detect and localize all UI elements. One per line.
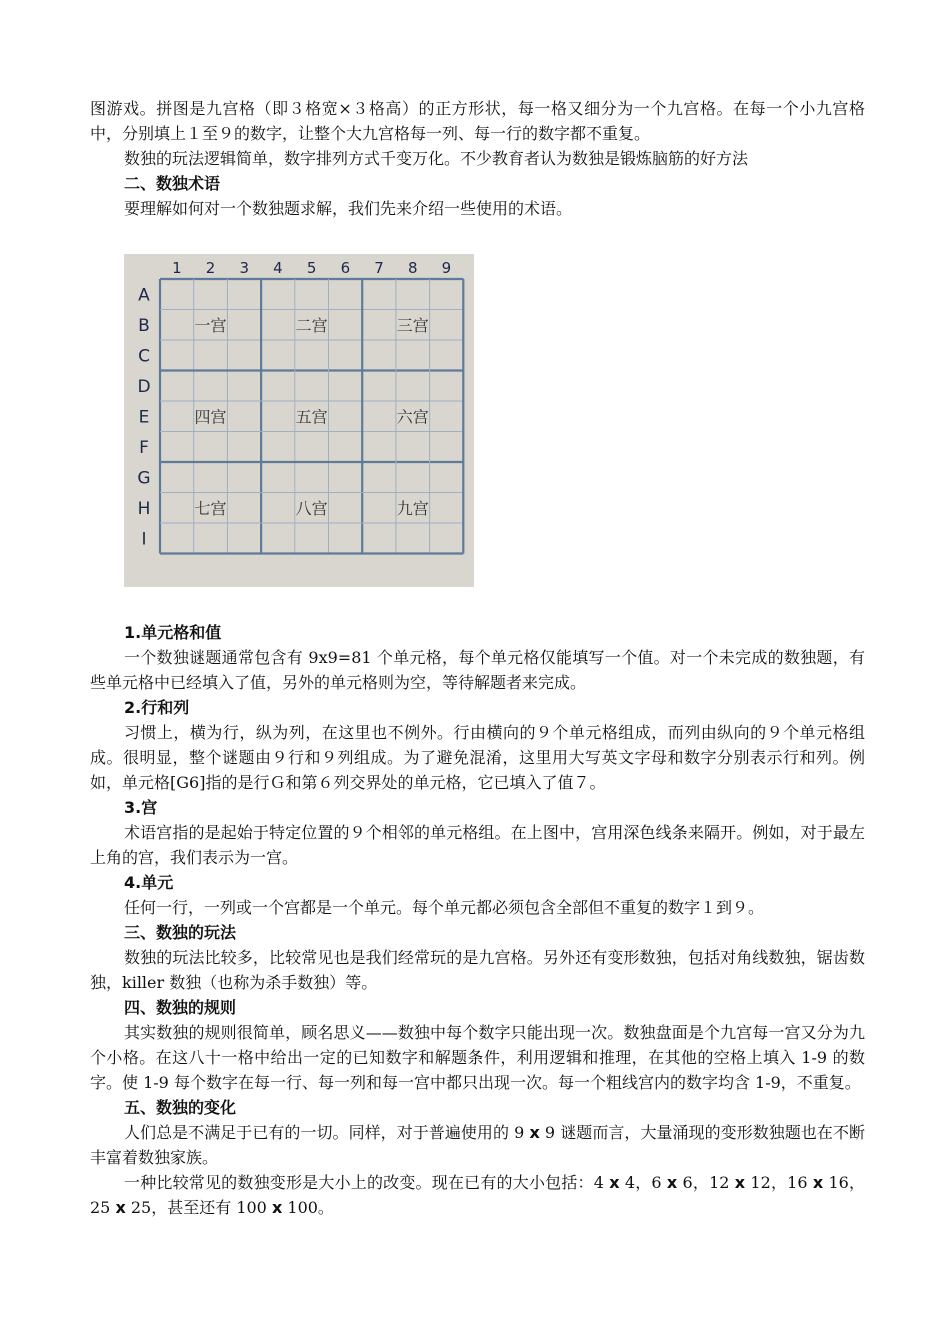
- times-symbol: x: [609, 1173, 620, 1192]
- row-label: A: [138, 285, 150, 306]
- box-label: 七宫: [194, 498, 227, 518]
- row-label: I: [141, 529, 147, 550]
- section-2-heading: 二、数独术语: [124, 174, 221, 193]
- term-text: 术语宫指的是起始于特定位置的９个相邻的单元格组。在上图中，宫用深色线条来隔开。例如，对于最左上角的宫，我们表示为一宫。: [90, 823, 865, 867]
- size-item: 4: [593, 1173, 604, 1192]
- column-label: 7: [374, 259, 384, 277]
- term-text: 习惯上，横为行，纵为列，在这里也不例外。行由横向的９个单元格组成，而列由纵向的９个单元格组成。很明显，整个谜题由９行和９列组成。为了避免混淆，这里用大写英文字母和数字分别表示行和列。例如，单元格[G6]指的是行Ｇ和第６列交界处的单元格，它已填入了值７。: [90, 723, 865, 792]
- row-label: D: [137, 376, 151, 397]
- term-heading: 3.宫: [124, 798, 158, 817]
- times-symbol: x: [271, 1198, 283, 1217]
- column-label: 1: [172, 259, 182, 277]
- section-5-p1-end: 9 谜题而言，大量涌现的变形数独题也在不断丰富着数独家族。: [90, 1123, 865, 1167]
- section-5-p2-start: 一种比较常见的数独变形是大小上的改变。现在已有的大小包括：: [124, 1173, 594, 1192]
- size-item: 100。: [287, 1198, 334, 1217]
- column-label: 8: [407, 259, 418, 277]
- term-text: 任何一行，一列或一个宫都是一个单元。每个单元都必须包含全部但不重复的数字１到９。: [124, 898, 765, 917]
- document-page: [90, 96, 865, 1220]
- sudoku-grid-photo: [124, 254, 474, 587]
- column-label: 9: [441, 259, 452, 277]
- section-5-paragraph-1: [90, 1120, 865, 1170]
- row-labels: [137, 285, 150, 549]
- box-label: 五宫: [295, 407, 328, 427]
- column-label: 2: [205, 259, 216, 277]
- box-label: 六宫: [396, 407, 429, 427]
- box-label: 九宫: [396, 498, 429, 518]
- sudoku-grid-image: [124, 254, 474, 587]
- row-label: C: [138, 346, 150, 367]
- column-labels: [172, 259, 451, 277]
- times-symbol: x: [734, 1173, 746, 1192]
- row-label: H: [137, 498, 151, 519]
- row-label: F: [139, 437, 149, 458]
- term-heading: 2.行和列: [124, 698, 190, 717]
- term-heading: 1.单元格和值: [124, 623, 222, 642]
- box-label: 四宫: [194, 407, 227, 427]
- times-symbol: x: [812, 1173, 824, 1192]
- section-4-text: 其实数独的规则很简单，顾名思义——数独中每个数字只能出现一次。数独盘面是个九宫每一宫又分为九个小格。在这八十一格中给出一定的已知数字和解题条件，利用逻辑和推理，在其他的空格上填入 1-9 的数字。使 1-9 每个数字在每一行、每一列和每一宫中都只出现一次。每一个粗线宫内的数字均含 1-9，不重复。: [90, 1023, 865, 1092]
- section-3-text: 数独的玩法比较多，比较常见也是我们经常玩的是九宫格。另外还有变形数独，包括对角线数独，锯齿数独，killer 数独（也称为杀手数独）等。: [90, 948, 865, 992]
- term-text: 一个数独谜题通常包含有 9x9=81 个单元格，每个单元格仅能填写一个值。对一个未完成的数独题，有些单元格中已经填入了值，另外的单元格则为空，等待解题者来完成。: [90, 648, 865, 692]
- section-2-text: 要理解如何对一个数独题求解，我们先来介绍一些使用的术语。: [124, 199, 573, 218]
- column-label: 6: [340, 259, 351, 277]
- size-item: 4，6: [624, 1173, 662, 1192]
- row-label: E: [138, 407, 150, 428]
- box-label: 一宫: [194, 315, 227, 335]
- row-label: B: [138, 315, 150, 336]
- term-heading: 4.单元: [124, 873, 174, 892]
- times-symbol: x: [529, 1123, 540, 1142]
- section-5-heading: 五、数独的变化: [124, 1098, 237, 1117]
- terms-list: [90, 620, 865, 920]
- column-label: 4: [273, 259, 283, 277]
- size-item: 25，甚至还有 100: [130, 1198, 267, 1217]
- intro-paragraph-2: 数独的玩法逻辑简单，数字排列方式千变万化。不少教育者认为数独是锻炼脑筋的好方法: [124, 149, 749, 168]
- intro-paragraph-1: 图游戏。拼图是九宫格（即３格宽×３格高）的正方形状，每一格又细分为一个九宫格。在每一个小九宫格中，分别填上１至９的数字，让整个大九宫格每一列、每一行的数字都不重复。: [90, 99, 865, 143]
- box-label: 二宫: [295, 315, 328, 335]
- size-item: 6，12: [682, 1173, 730, 1192]
- section-5-p1-start: 人们总是不满足于已有的一切。同样，对于普遍使用的 9: [124, 1123, 525, 1142]
- size-item: 12，16: [750, 1173, 808, 1192]
- times-symbol: x: [666, 1173, 678, 1192]
- size-item: 16，25: [90, 1173, 866, 1217]
- section-5-paragraph-2: [90, 1170, 865, 1220]
- row-label: G: [137, 468, 151, 489]
- box-label: 八宫: [295, 498, 328, 518]
- column-label: 5: [306, 259, 317, 277]
- section-4-heading: 四、数独的规则: [124, 998, 237, 1017]
- box-label: 三宫: [396, 315, 429, 335]
- times-symbol: x: [115, 1198, 126, 1217]
- column-label: 3: [239, 259, 250, 277]
- section-3-heading: 三、数独的玩法: [124, 923, 237, 942]
